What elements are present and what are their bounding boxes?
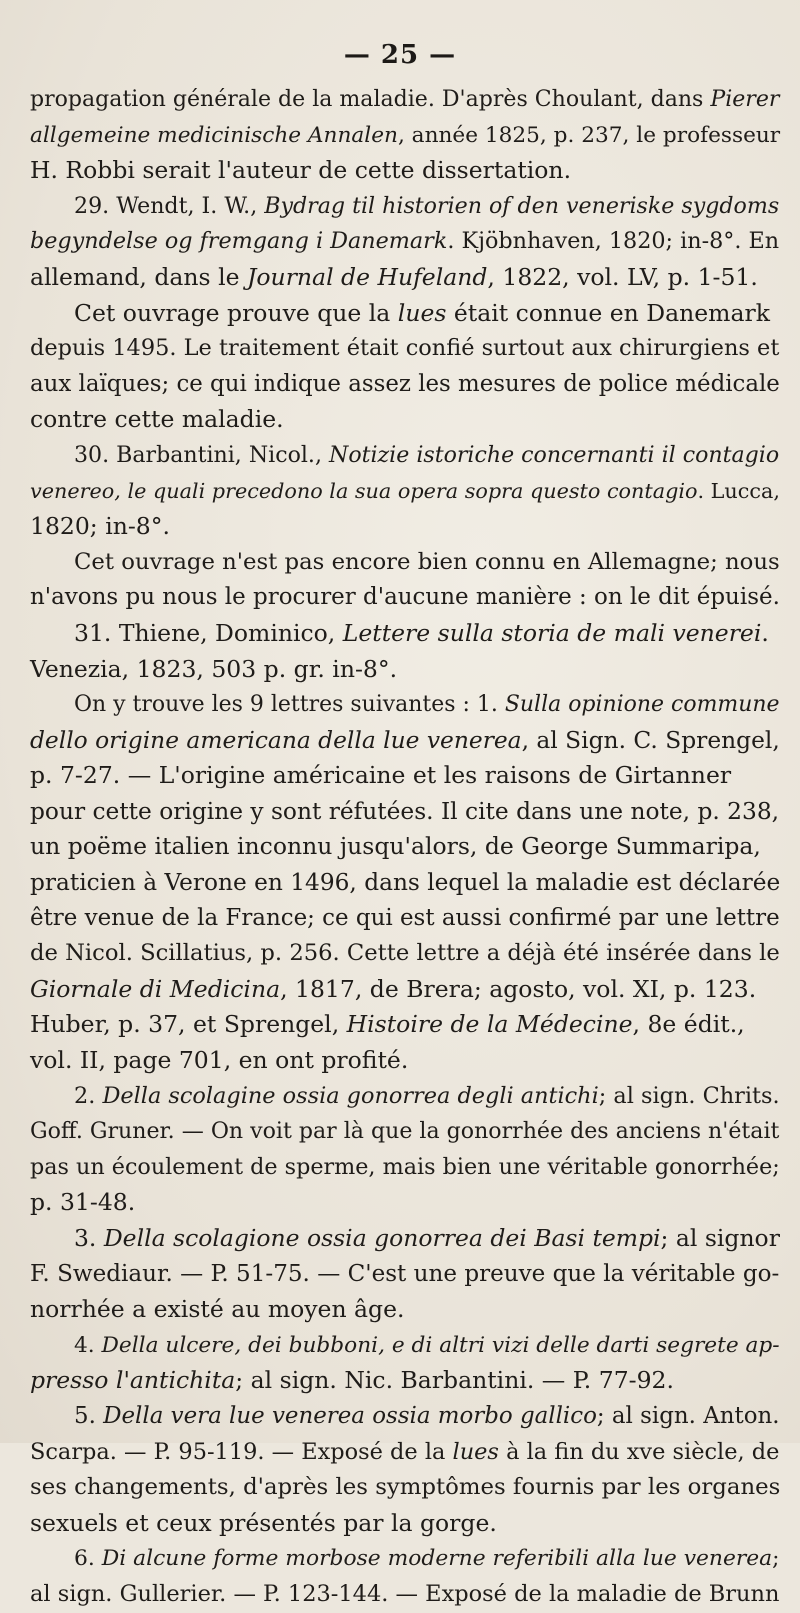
text-segment: , année 1825, p. 237, le professeur (397, 122, 781, 148)
text-line (30, 723, 780, 759)
text-segment: . (761, 618, 769, 647)
text-line (30, 224, 780, 260)
text-segment: n'avons pu nous le procurer d'aucune manière : on le dit épuisé. (30, 584, 780, 611)
text-segment: , al Sign. C. Sprengel, (521, 725, 780, 754)
italic-text: allgemeine medicinische Annalen (30, 122, 398, 148)
text-line (30, 972, 780, 1008)
text-segment: depuis 1495. Le traitement était confié surtout aux chirurgiens et (30, 335, 780, 362)
text-segment: 3. (74, 1224, 104, 1252)
italic-text: Di alcune forme morbose moderne referibili alla lue venerea (101, 1546, 773, 1572)
text-line (30, 865, 780, 901)
text-line (30, 509, 780, 545)
text-segment: ; al sign. Chrits. (598, 1082, 780, 1109)
italic-text: venereo, le quali precedono la sua opera sopra questo contagio (30, 478, 698, 503)
text-segment: ; al signor (660, 1224, 780, 1252)
text-line (30, 652, 780, 688)
text-line (30, 1292, 780, 1328)
text-line (30, 1470, 780, 1506)
text-line (30, 545, 780, 581)
page-body-text (30, 82, 780, 1613)
text-line (30, 1114, 780, 1150)
text-segment: 31. Thiene, Dominico, (74, 618, 343, 647)
text-line (30, 1257, 780, 1293)
text-line (30, 189, 780, 225)
text-line (30, 936, 780, 972)
text-segment: norrhée a existé au moyen âge. (30, 1295, 405, 1324)
text-segment: 2. (74, 1082, 103, 1109)
text-segment: ; (772, 1546, 780, 1572)
text-segment: 30. Barbantini, Nicol., (74, 441, 329, 468)
text-line (30, 901, 780, 937)
text-segment: pas un écoulement de sperme, mais bien une véritable gonorrhée; (30, 1153, 780, 1180)
italic-text: Histoire de la Médecine (346, 1010, 633, 1039)
text-segment: , 8e édit., (632, 1010, 745, 1039)
text-segment: p. 7-27. — L'origine américaine et les raisons de Girtanner (30, 761, 732, 790)
text-segment: . Kjöbnhaven, 1820; in-8°. En (447, 228, 780, 255)
text-line (30, 794, 780, 830)
text-line (30, 1043, 780, 1079)
text-line (30, 118, 780, 154)
text-segment: ; al sign. Anton. (596, 1402, 780, 1429)
text-segment: , 1822, vol. LV, p. 1-51. (487, 262, 758, 291)
italic-text: Della vera lue venerea ossia morbo gallico (103, 1402, 597, 1429)
text-line (30, 474, 780, 510)
text-segment: Scarpa. — P. 95-119. — Exposé de la (30, 1438, 453, 1465)
text-segment: Venezia, 1823, 503 p. gr. in-8°. (30, 654, 398, 683)
text-segment: On y trouve les 9 lettres suivantes : 1. (74, 692, 505, 718)
text-segment: allemand, dans le (30, 262, 247, 291)
text-segment: pour cette origine y sont réfutées. Il cite dans une note, p. 238, (30, 797, 780, 825)
text-line (30, 1328, 780, 1364)
text-segment: praticien à Verone en 1496, dans lequel la maladie est déclarée (30, 869, 781, 897)
text-segment: p. 31-48. (30, 1188, 136, 1217)
text-segment: H. Robbi serait l'auteur de cette dissertation. (30, 156, 572, 185)
italic-text: presso l'antichita (30, 1366, 236, 1395)
text-line (30, 1435, 780, 1471)
text-segment: 4. (74, 1332, 102, 1358)
text-segment: contre cette maladie. (30, 405, 284, 434)
text-segment: 1820; in-8°. (30, 512, 170, 541)
text-line (30, 580, 780, 616)
text-segment: ; al sign. Nic. Barbantini. — P. 77-92. (235, 1366, 674, 1395)
italic-text: Journal de Hufeland (246, 262, 488, 291)
text-segment: F. Swediaur. — P. 51-75. — C'est une preuve que la véritable go- (30, 1260, 780, 1287)
italic-text: Bydrag til historien of den veneriske sygdoms (264, 192, 780, 219)
text-segment: aux laïques; ce qui indique assez les mesures de police médicale (30, 370, 780, 397)
text-segment: . Lucca, (697, 478, 780, 503)
text-segment: propagation générale de la maladie. D'après Choulant, dans (30, 87, 711, 112)
text-line (30, 1150, 780, 1186)
text-segment: ses changements, d'après les symptômes fournis par les organes (30, 1474, 781, 1501)
text-line (30, 1079, 780, 1115)
italic-text: Notizie istoriche concernanti il contagio (329, 441, 780, 468)
text-line (30, 758, 780, 794)
text-line (30, 1221, 780, 1257)
text-line (30, 1363, 780, 1399)
text-line (30, 438, 780, 474)
text-segment: Cet ouvrage prouve que la (74, 298, 398, 327)
text-line (30, 82, 780, 118)
italic-text: Lettere sulla storia de mali venerei (342, 618, 762, 647)
text-segment: Goff. Gruner. — On voit par là que la gonorrhée des anciens n'était (30, 1118, 780, 1145)
text-line (30, 1577, 780, 1613)
italic-text: Della scolagione ossia gonorrea dei Basi tempi (103, 1224, 661, 1252)
text-line (30, 687, 780, 723)
text-line (30, 1185, 780, 1221)
page-number: — 25 — (343, 40, 457, 70)
text-segment: était connue en Danemark (446, 298, 770, 327)
italic-text: Giornale di Medicina (30, 974, 281, 1003)
text-segment: al sign. Gullerier. — P. 123-144. — Exposé de la maladie de Brunn (30, 1580, 780, 1607)
text-segment: Huber, p. 37, et Sprengel, (30, 1010, 347, 1039)
text-segment: sexuels et ceux présentés par la gorge. (30, 1508, 497, 1537)
text-line (30, 296, 780, 332)
text-line (30, 402, 780, 438)
text-line (30, 367, 780, 403)
text-segment: de Nicol. Scillatius, p. 256. Cette lettre a déjà été insérée dans le (30, 940, 780, 967)
text-segment: vol. II, page 701, en ont profité. (30, 1046, 409, 1075)
italic-text: begyndelse og fremgang i Danemark (30, 228, 448, 255)
text-segment: 5. (74, 1402, 104, 1429)
italic-text: dello origine americana della lue venerea (30, 725, 522, 754)
text-line (30, 1541, 780, 1577)
text-line (30, 1007, 780, 1043)
text-line (30, 616, 780, 652)
text-segment: un poëme italien inconnu jusqu'alors, de George Summaripa, (30, 832, 761, 861)
italic-text: Della ulcere, dei bubboni, e di altri vizi delle darti segrete ap- (101, 1332, 780, 1358)
italic-text: Della scolagine ossia gonorrea degli antichi (102, 1082, 599, 1109)
text-segment: 6. (74, 1546, 102, 1572)
text-line (30, 829, 780, 865)
italic-text: Pierer (710, 87, 780, 112)
text-segment: être venue de la France; ce qui est aussi confirmé par une lettre (30, 904, 780, 931)
italic-text: lues (452, 1438, 499, 1465)
text-segment: Cet ouvrage n'est pas encore bien connu en Allemagne; nous (74, 548, 780, 575)
italic-text: lues (397, 298, 447, 327)
text-segment: 29. Wendt, I. W., (74, 192, 265, 219)
text-segment: , 1817, de Brera; agosto, vol. XI, p. 123. (280, 974, 757, 1003)
italic-text: Sulla opinione commune (504, 692, 780, 718)
text-line (30, 1506, 780, 1542)
text-segment: à la fin du xve siècle, de (498, 1438, 780, 1465)
text-line (30, 153, 780, 189)
text-line (30, 260, 780, 296)
text-line (30, 1399, 780, 1435)
text-line (30, 331, 780, 367)
